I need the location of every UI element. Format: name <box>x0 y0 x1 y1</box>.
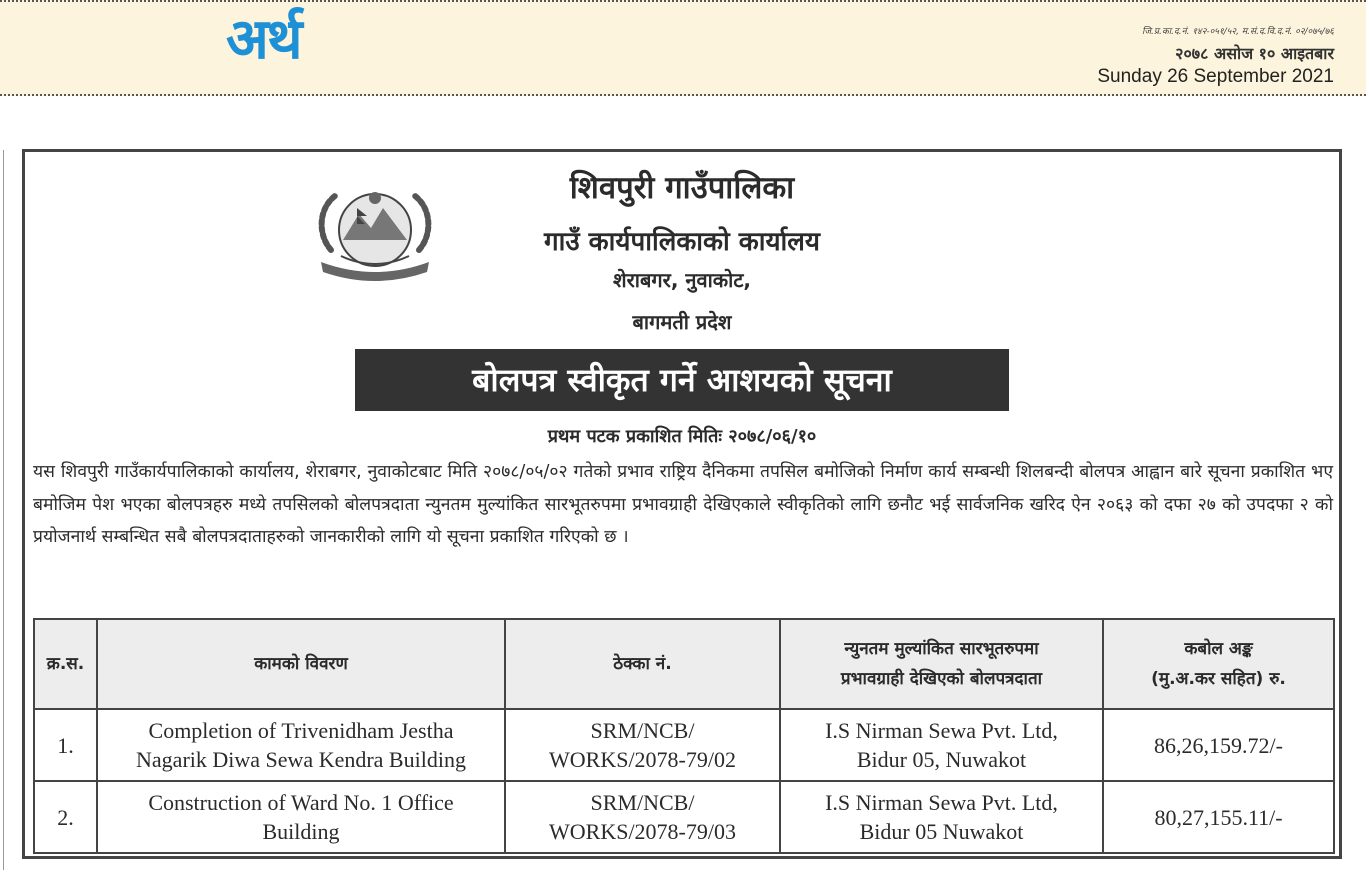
office-province: बागमती प्रदेश <box>632 310 732 334</box>
row-amount: 86,26,159.72/- <box>1103 709 1334 781</box>
notice-title: बोलपत्र स्वीकृत गर्ने आशयको सूचना <box>355 349 1009 411</box>
published-date: प्रथम पटक प्रकाशित मितिः २०७८/०६/१० <box>547 426 817 447</box>
row-bidder-line2: Bidur 05 Nuwakot <box>859 819 1024 844</box>
row-bidder-line1: I.S Nirman Sewa Pvt. Ltd, <box>825 718 1058 743</box>
row-description <box>97 781 505 853</box>
header-sn: क्र.स. <box>34 619 97 709</box>
header-bidder-line2: प्रभावग्राही देखिएको बोलपत्रदाता <box>840 669 1043 689</box>
row-description-line2: Nagarik Diwa Sewa Kendra Building <box>136 747 466 772</box>
newspaper-masthead <box>0 0 1366 96</box>
header-description: कामको विवरण <box>97 619 505 709</box>
newspaper-logo: अर्थ <box>226 7 301 72</box>
row-contract-line1: SRM/NCB/ <box>590 718 695 743</box>
row-contract-no <box>505 709 780 781</box>
row-description-line1: Completion of Trivenidham Jestha <box>148 718 454 743</box>
row-description <box>97 709 505 781</box>
header-amount-line2: (मु.अ.कर सहित) रु. <box>1151 669 1286 689</box>
header-amount <box>1103 619 1334 709</box>
tender-notice <box>22 149 1342 859</box>
date-nepali: २०७८ असोज १० आइतबार <box>1175 44 1334 63</box>
row-bidder <box>780 709 1103 781</box>
row-description-line1: Construction of Ward No. 1 Office <box>148 790 454 815</box>
office-name: शिवपुरी गाउँपालिका <box>569 170 795 206</box>
row-bidder-line1: I.S Nirman Sewa Pvt. Ltd, <box>825 790 1058 815</box>
registration-number: जि.प्र.का.द.नं. १४२-०५१/५२, म.सं.द.वि.द.नं. ०२/०७५/७६ <box>1142 27 1334 37</box>
notice-body: यस शिवपुरी गाउँकार्यपालिकाको कार्यालय, शेराबगर, नुवाकोटबाट मिति २०७८/०५/०२ गतेको प्रभाव राष्ट्रिय दैनिकमा तपसिल बमोजिको निर्माण कार्य सम्बन्धी शिलबन्दी बोलपत्र आह्वान बारे सूचना प्रकाशित भए बमोजिम पेश भएका बोलपत्रहरु मध्ये तपसिलको बोलपत्रदाता न्युनतम मुल्यांकित सारभूतरुपमा प्रभावग्राही देखिएकाले स्वीकृतिको लागि छनौट भई सार्वजनिक खरिद ऐन २०६३ को दफा २७ को उपदफा २ को प्रयोजनार्थ सम्बन्धित सबै बोलपत्रदाताहरुको जानकारीको लागि यो सूचना प्रकाशित गरिएको छ । <box>33 462 1333 547</box>
row-bidder-line2: Bidur 05, Nuwakot <box>856 747 1027 772</box>
row-amount: 80,27,155.11/- <box>1103 781 1334 853</box>
row-bidder <box>780 781 1103 853</box>
row-description-line2: Building <box>262 819 340 844</box>
row-contract-line1: SRM/NCB/ <box>590 790 695 815</box>
header-contract-no: ठेक्का नं. <box>505 619 780 709</box>
office-address: शेराबगर, नुवाकोट, <box>613 268 751 292</box>
table-header-row <box>34 619 1334 709</box>
header-bidder <box>780 619 1103 709</box>
date-english: Sunday 26 September 2021 <box>1097 66 1334 87</box>
row-contract-no <box>505 781 780 853</box>
header-amount-line1: कबोल अङ्क <box>1184 639 1253 659</box>
office-subtitle: गाउँ कार्यपालिकाको कार्यालय <box>544 227 820 257</box>
table-row <box>34 709 1334 781</box>
row-contract-line2: WORKS/2078-79/03 <box>549 819 736 844</box>
table-row <box>34 781 1334 853</box>
tender-table <box>33 618 1335 854</box>
row-contract-line2: WORKS/2078-79/02 <box>549 747 736 772</box>
header-bidder-line1: न्युनतम मुल्यांकित सारभूतरुपमा <box>844 639 1039 659</box>
column-rule <box>3 150 4 870</box>
row-sn: 1. <box>34 709 97 781</box>
row-sn: 2. <box>34 781 97 853</box>
